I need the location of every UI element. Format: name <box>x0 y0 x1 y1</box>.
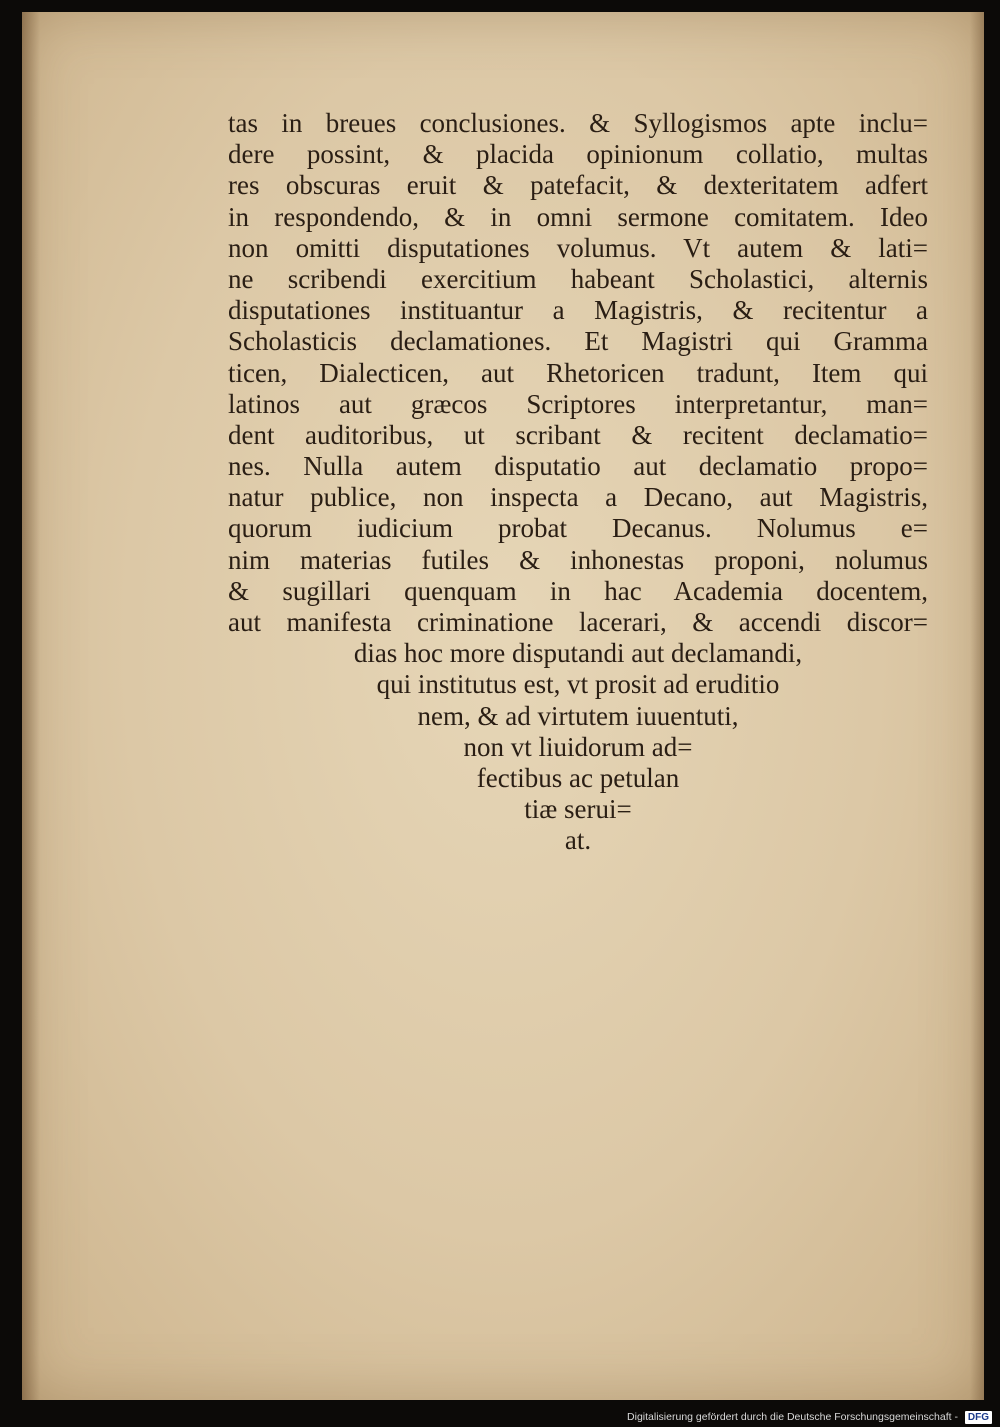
text-line: tiæ serui= <box>524 794 632 825</box>
text-line: at. <box>564 825 592 856</box>
page-edge-shadow-right <box>970 12 984 1400</box>
text-line: non vt liuidorum ad= <box>463 731 693 762</box>
text-line: nim materias futiles & inhonestas proponi, nolumus <box>228 544 928 575</box>
text-line: & sugillari quenquam in hac Academia docentem, <box>228 575 928 606</box>
text-line: dere possint, & placida opinionum collatio, multas <box>228 139 928 170</box>
text-line: quorum iudicium probat Decanus. Nolumus e= <box>228 513 928 544</box>
scanned-page <box>22 12 984 1400</box>
text-line: ne scribendi exercitium habeant Scholastici, alternis <box>228 263 928 294</box>
text-line: non omitti disputationes volumus. Vt autem & lati= <box>228 232 928 263</box>
footer-credit-text: Digitalisierung gefördert durch die Deutsche Forschungsgemeinschaft - <box>627 1411 958 1423</box>
text-line: Scholasticis declamationes. Et Magistri qui Gramma <box>228 326 928 357</box>
text-line: natur publice, non inspecta a Decano, aut Magistris, <box>228 482 928 513</box>
text-line: dent auditoribus, ut scribant & recitent declamatio= <box>228 419 928 450</box>
page-edge-shadow-left <box>22 12 40 1400</box>
text-line: latinos aut græcos Scriptores interpretantur, man= <box>228 388 928 419</box>
text-line: disputationes instituantur a Magistris, & recitentur a <box>228 295 928 326</box>
footer-bar <box>0 1408 1000 1427</box>
text-line: in respondendo, & in omni sermone comitatem. Ideo <box>228 201 928 232</box>
text-line: nem, & ad virtutem iuuentuti, <box>417 700 739 731</box>
text-line: fectibus ac petulan <box>476 762 680 793</box>
dfg-logo: DFG <box>965 1411 992 1424</box>
text-line: nes. Nulla autem disputatio aut declamatio propo= <box>228 451 928 482</box>
text-line: ticen, Dialecticen, aut Rhetoricen tradunt, Item qui <box>228 357 928 388</box>
text-line: dias hoc more disputandi aut declamandi, <box>353 638 803 669</box>
body-text <box>228 108 928 857</box>
text-line: tas in breues conclusiones. & Syllogismos apte inclu= <box>228 108 928 138</box>
text-line: aut manifesta criminatione lacerari, & accendi discor= <box>228 607 928 637</box>
text-line: res obscuras eruit & patefacit, & dexteritatem adfert <box>228 170 928 201</box>
text-line: qui institutus est, vt prosit ad eruditio <box>376 669 780 700</box>
